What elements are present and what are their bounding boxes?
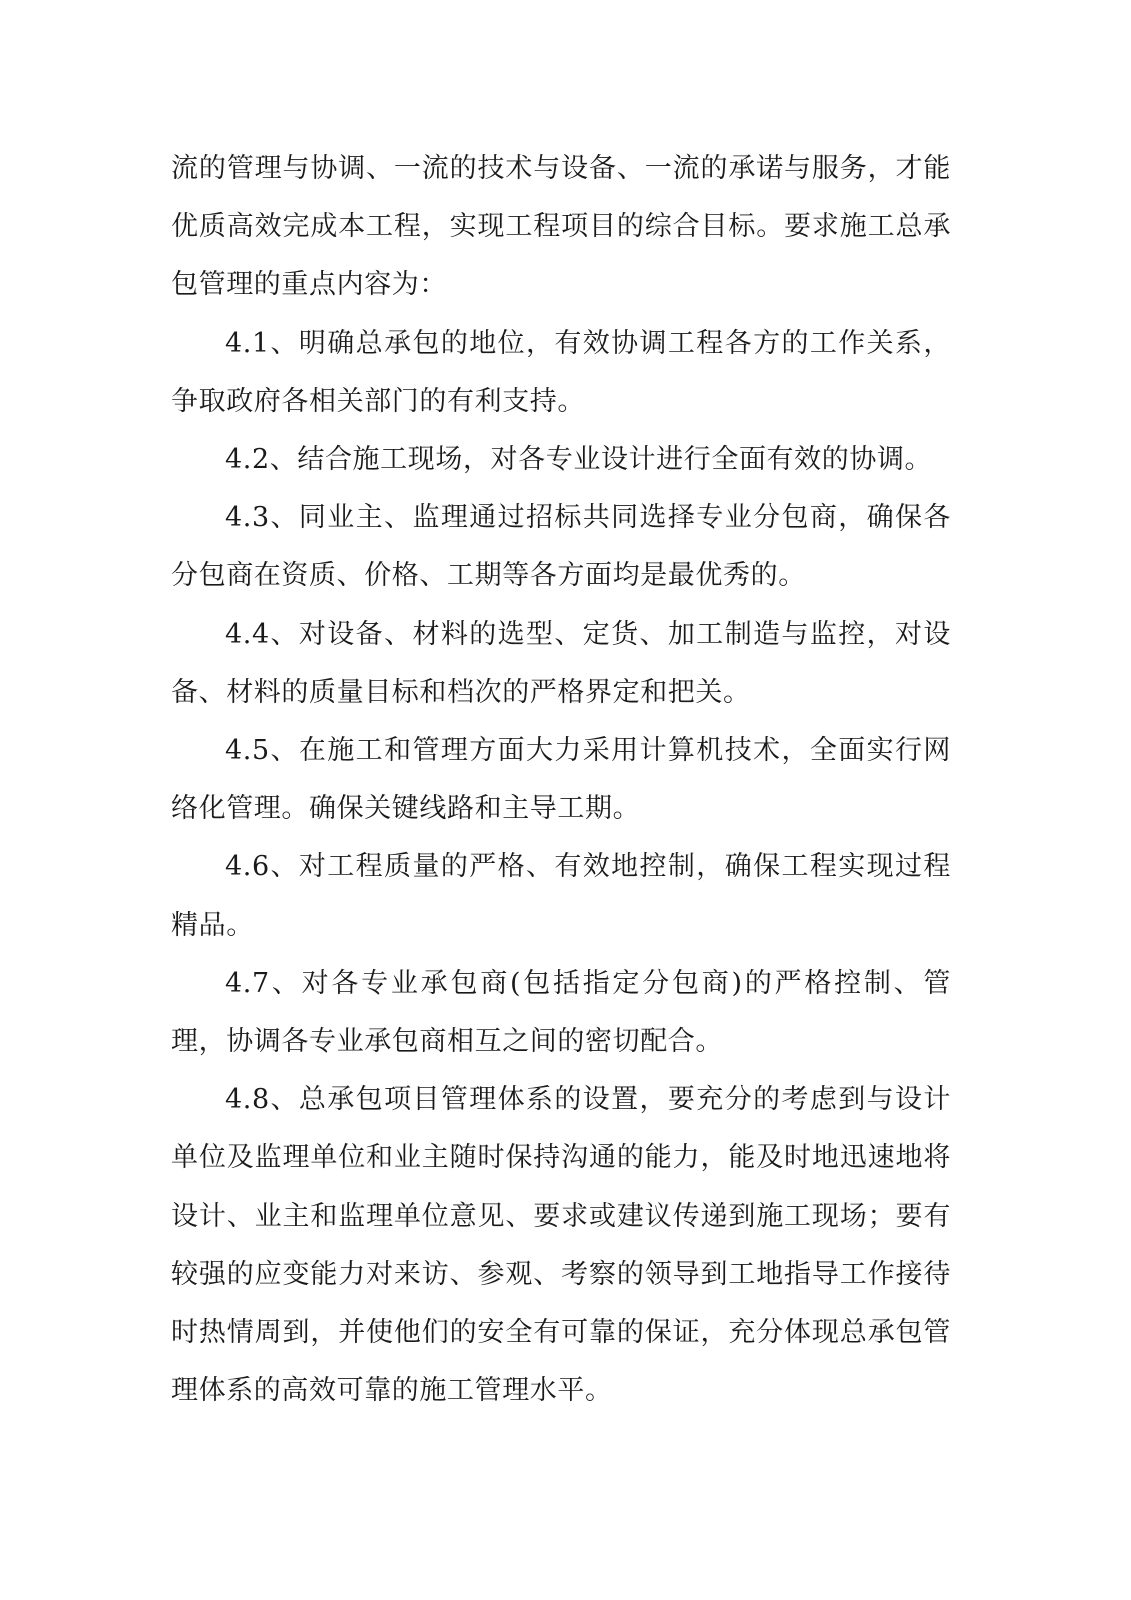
paragraph-4-2: 4.2、结合施工现场，对各专业设计进行全面有效的协调。 [225, 444, 933, 476]
paragraph-4-3: 4.3、同业主、监理通过招标共同选择专业分包商，确保各分包商在资质、价格、工期等各方面均是最优秀的。 [171, 502, 951, 592]
paragraph-4-8: 4.8、总承包项目管理体系的设置，要充分的考虑到与设计单位及监理单位和业主随时保持沟通的能力，能及时地迅速地将设计、业主和监理单位意见、要求或建议传递到施工现场；要有较强的应变能力对来访、参观、考察的领导到工地指导工作接待时热情周到，并使他们的安全有可靠的保证，充分体现总承包管理体系的高效可靠的施工管理水平。 [171, 1084, 951, 1407]
paragraph-4-4: 4.4、对设备、材料的选型、定货、加工制造与监控，对设备、材料的质量目标和档次的严格界定和把关。 [171, 618, 951, 708]
paragraph-4-5: 4.5、在施工和管理方面大力采用计算机技术，全面实行网络化管理。确保关键线路和主导工期。 [171, 735, 951, 825]
body-text [171, 140, 951, 1420]
paragraph-4-1: 4.1、明确总承包的地位，有效协调工程各方的工作关系，争取政府各相关部门的有利支持。 [171, 327, 951, 417]
paragraph-intro-continuation: 流的管理与协调、一流的技术与设备、一流的承诺与服务，才能优质高效完成本工程，实现工程项目的综合目标。要求施工总承包管理的重点内容为： [171, 153, 951, 301]
paragraph-4-6: 4.6、对工程质量的严格、有效地控制，确保工程实现过程精品。 [171, 851, 951, 941]
paragraph-4-7: 4.7、对各专业承包商(包括指定分包商)的严格控制、管理，协调各专业承包商相互之间的密切配合。 [171, 967, 951, 1058]
